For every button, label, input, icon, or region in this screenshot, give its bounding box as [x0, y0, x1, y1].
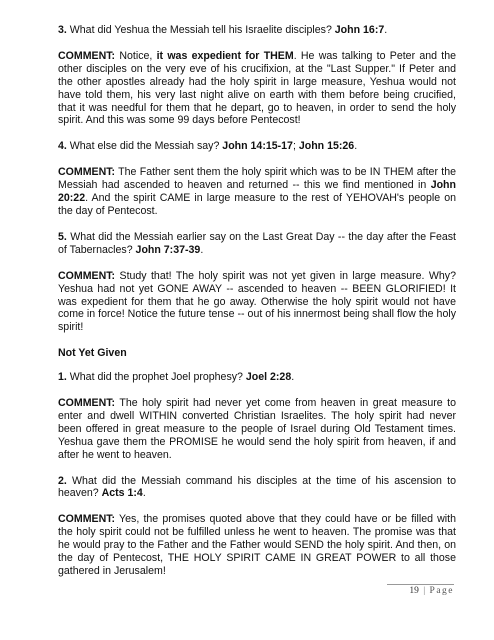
question-number: 3. [58, 24, 67, 36]
comment-1: COMMENT: The holy spirit had never yet come from heaven in great measure to enter and dwell WITHIN converted Christian Israelites. The holy spirit had never been offered in great measure to the people of Israel during Old Testament times. Yeshua gave them the PROMISE he would send the holy spirit from heaven, if and after he went to heaven. [58, 397, 456, 461]
page-footer [387, 584, 454, 596]
question-2: 2. What did the Messiah command his disciples at the time of his ascension to heaven? Acts 1:4. [58, 474, 456, 500]
question-5: 5. What did the Messiah earlier say on the Last Great Day -- the day after the Feast of Tabernacles? John 7:37-39. [58, 230, 456, 256]
comment-2: COMMENT: Yes, the promises quoted above that they could have or be filled with the holy spirit could not be fulfilled unless he went to heaven. The promise was that he would pray to the Father and the Father would SEND the holy spirit. And then, on the day of Pentecost, THE HOLY SPIRIT CAME IN GREAT POWER to all those gathered in Jerusalem! [58, 513, 456, 577]
question-number: 5. [58, 230, 67, 243]
page-number: 19 [409, 586, 419, 596]
emphasis: it was expedient for THEM [156, 49, 294, 62]
section-heading: Not Yet Given [58, 347, 127, 360]
comment-label: COMMENT: [58, 166, 116, 179]
question-number: 1. [58, 371, 67, 384]
scripture-reference: John 15:26 [298, 140, 355, 153]
scripture-reference: John 16:7 [334, 24, 385, 36]
comment-4: COMMENT: The Father sent them the holy spirit which was to be IN THEM after the Messiah had ascended to heaven and returned -- this we find mentioned in John 20:22. And the spirit CAME in large measure to the rest of YEHOVAH's people on the day of Pentecost. [58, 166, 456, 217]
comment-label: COMMENT: [58, 49, 116, 62]
comment-label: COMMENT: [58, 397, 116, 410]
question-1: 1. What did the prophet Joel prophesy? Joel 2:28. [58, 371, 295, 384]
comment-label: COMMENT: [58, 513, 116, 526]
page-word: Page [429, 586, 454, 596]
scripture-reference: Acts 1:4 [101, 487, 143, 500]
scripture-reference: John 20:22 [58, 179, 456, 205]
scripture-reference: John 7:37-39 [135, 243, 201, 256]
comment-3: COMMENT: Notice, it was expedient for THEM. He was talking to Peter and the other disciples on the very eve of his crucifixion, at the "Last Supper." If Peter and the other apostles already had the holy spirit in large measure, Yeshua would not have told them, his very last night alive on earth with them before being crucified, that it was needful for them that he depart, go to heaven, in order to send the holy spirit. And this was some 99 days before Pentecost! [58, 49, 457, 127]
scripture-reference: John 14:15-17 [222, 140, 293, 153]
comment-5: COMMENT: Study that! The holy spirit was not yet given in large measure. Why? Yeshua had not yet GONE AWAY -- ascended to heaven -- BEEN GLORIFIED! It was expedient for them that he go away. Otherwise the holy spirit would not have come in force! Notice the future tense -- out of his innermost being shall flow the holy spirit! [58, 269, 456, 334]
question-number: 4. [58, 140, 67, 153]
scripture-reference: Joel 2:28 [245, 371, 292, 384]
question-3: 3. What did Yeshua the Messiah tell his Israelite disciples? John 16:7. [58, 24, 388, 36]
question-number: 2. [58, 474, 67, 487]
question-4: 4. What else did the Messiah say? John 14:15-17; John 15:26. [58, 140, 358, 153]
footer-separator: | [423, 586, 426, 596]
comment-label: COMMENT: [58, 269, 116, 282]
